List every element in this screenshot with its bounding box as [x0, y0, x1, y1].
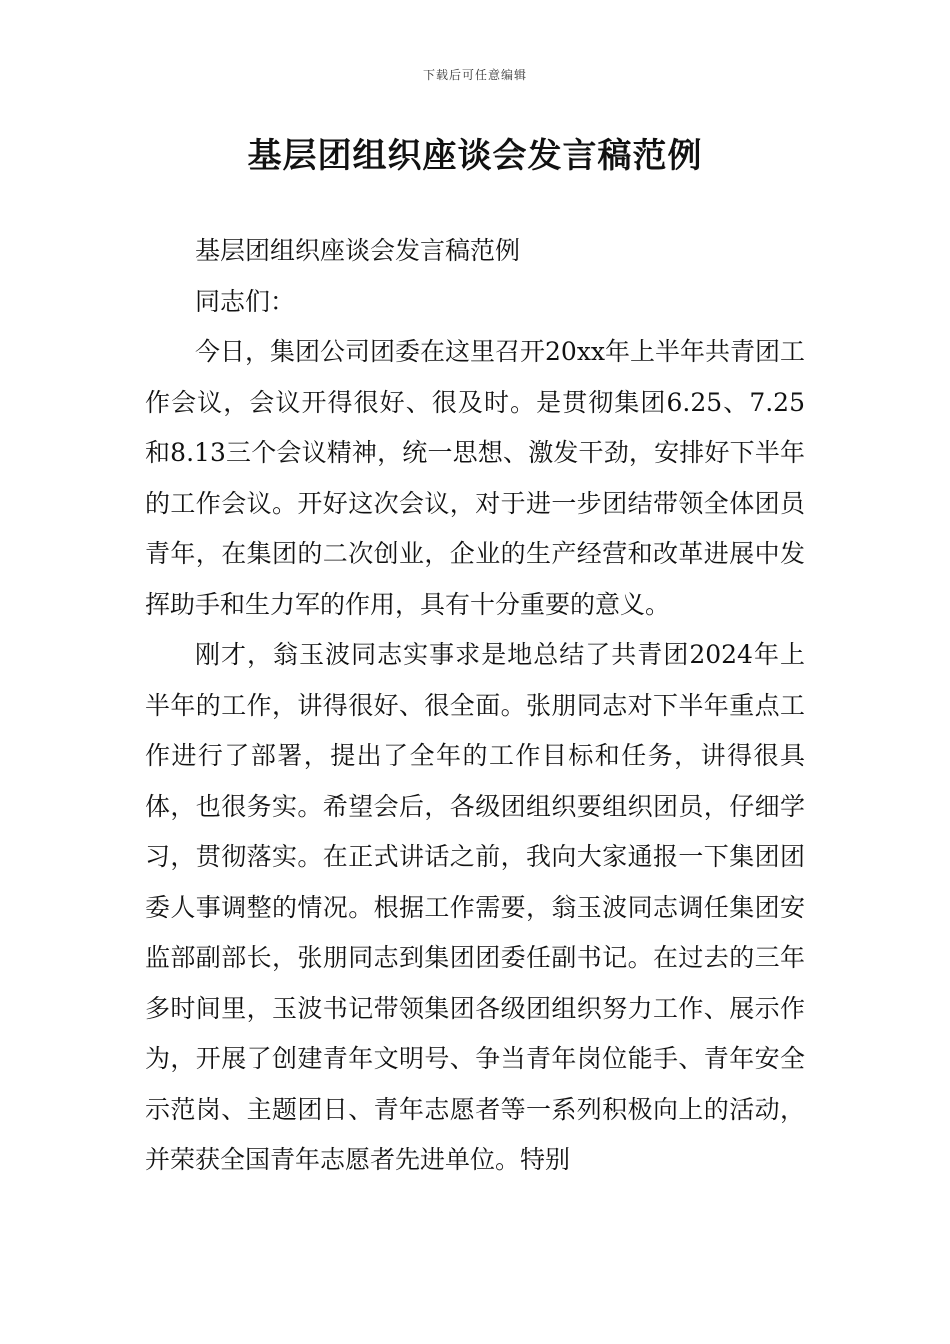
paragraph-meeting-intro: 今日，集团公司团委在这里召开20xx年上半年共青团工作会议，会议开得很好、很及时。是贯彻集团6.25、7.25和8.13三个会议精神，统一思想、激发干劲，安排好下半年的工作会议。开好这次会议，对于进一步团结带领全体团员青年，在集团的二次创业，企业的生产经营和改革进展中发挥助手和生力军的作用，具有十分重要的意义。 [145, 337, 806, 619]
download-editable-note: 下载后可任意编辑 [422, 68, 527, 82]
paragraph-work-summary: 刚才，翁玉波同志实事求是地总结了共青团2024年上半年的工作，讲得很好、很全面。张朋同志对下半年重点工作进行了部署，提出了全年的工作目标和任务，讲得很具体，也很务实。希望会后，各级团组织要组织团员，仔细学习，贯彻落实。在正式讲话之前，我向大家通报一下集团团委人事调整的情况。根据工作需要，翁玉波同志调任集团安监部副部长，张朋同志到集团团委任副书记。在过去的三年多时间里，玉波书记带领集团各级团组织努力工作、展示作为，开展了创建青年文明号、争当青年岗位能手、青年安全示范岗、主题团日、青年志愿者等一系列积极向上的活动，并荣获全国青年志愿者先进单位。特别 [145, 640, 805, 1174]
paragraph-salutation: 同志们： [195, 286, 296, 316]
document-body [145, 226, 805, 1186]
paragraph-subtitle: 基层团组织座谈会发言稿范例 [195, 236, 521, 265]
document-title: 基层团组织座谈会发言稿范例 [247, 136, 703, 176]
